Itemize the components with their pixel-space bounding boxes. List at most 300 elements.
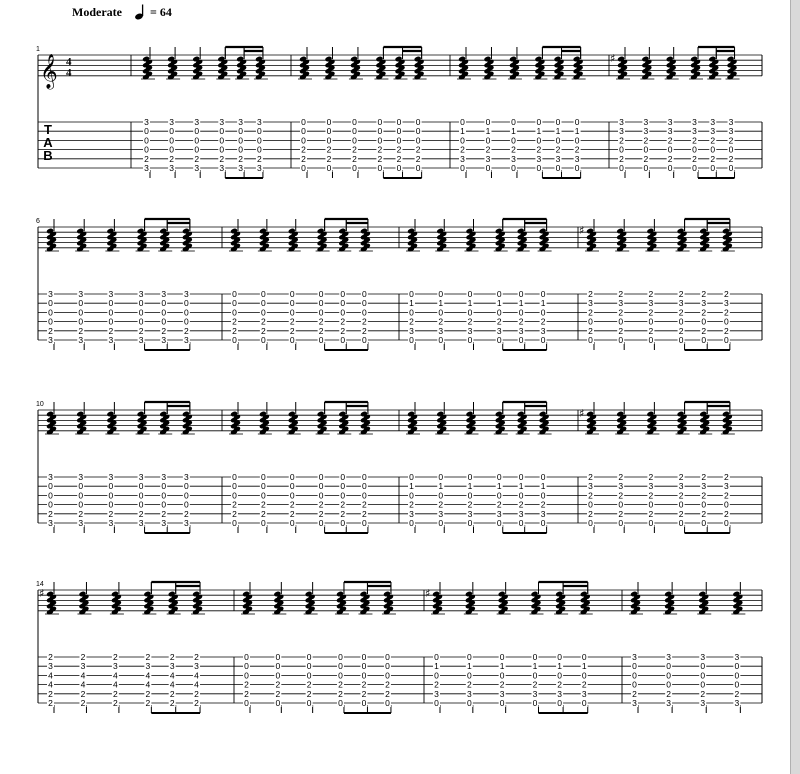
tab-number: 2 <box>144 153 149 164</box>
tab-number: 0 <box>244 698 249 708</box>
tab-number: 2 <box>80 688 86 699</box>
chord <box>254 47 268 178</box>
tab-number: 2 <box>701 325 707 336</box>
tab-number: 0 <box>232 307 237 318</box>
tab-number: 0 <box>415 126 421 137</box>
tab-number: 2 <box>632 688 637 699</box>
tab-number: 0 <box>678 335 684 345</box>
tab-number: 0 <box>700 670 706 681</box>
tab-number: 4 <box>194 679 199 690</box>
tab-number: 2 <box>415 144 421 155</box>
tab-number: 3 <box>467 325 473 336</box>
tab-number: 2 <box>678 289 684 299</box>
tab-number: 0 <box>144 135 149 146</box>
tab-number: 0 <box>438 518 444 528</box>
tab-number: 0 <box>701 499 707 510</box>
tab-number: 0 <box>536 117 542 127</box>
tab-number: 0 <box>361 698 367 708</box>
tab-number: 2 <box>138 508 144 519</box>
tab-number: 3 <box>540 508 546 519</box>
tab-number: 1 <box>466 661 472 672</box>
tab-number: 0 <box>385 698 390 708</box>
tab-number: 0 <box>467 490 473 501</box>
tab-number: 2 <box>48 508 53 519</box>
tab-number: 0 <box>301 117 306 127</box>
chord <box>464 582 478 713</box>
tab-number: 0 <box>361 661 367 672</box>
tab-number: 1 <box>557 661 562 672</box>
tab-number: 0 <box>306 652 312 662</box>
tab-number: 0 <box>540 490 546 501</box>
tab-number: 1 <box>434 661 439 672</box>
tab-number: 3 <box>701 481 707 492</box>
tab-number: 0 <box>466 652 472 662</box>
tab-number: 4 <box>169 679 175 690</box>
chord <box>435 402 449 533</box>
tab-number: 2 <box>169 688 175 699</box>
tab-number: 0 <box>648 335 654 345</box>
tab-number: 2 <box>261 325 266 336</box>
tab-number: 0 <box>540 518 546 528</box>
tab-number: 0 <box>385 652 390 662</box>
tab-number: 0 <box>362 481 367 492</box>
tab-number: 0 <box>648 316 654 327</box>
tab-number: 3 <box>257 117 262 127</box>
tab-number: 2 <box>261 316 266 327</box>
tab-number: 0 <box>183 307 189 318</box>
tab-number: 0 <box>340 490 346 501</box>
chord <box>676 402 690 533</box>
tab-number: 2 <box>377 144 383 155</box>
tab-number: 0 <box>261 481 266 492</box>
tab-number: 0 <box>194 144 200 155</box>
tab-number: 3 <box>138 289 144 299</box>
tab-number: 1 <box>518 481 524 492</box>
tab-number: 1 <box>518 298 524 309</box>
tab-number: 0 <box>540 472 546 482</box>
tab-number: 0 <box>244 661 249 672</box>
tab-number: 0 <box>555 135 561 146</box>
tab-number: 3 <box>409 508 414 519</box>
chord <box>721 402 735 533</box>
tab-number: 3 <box>499 688 505 699</box>
tab-number: 0 <box>138 490 144 501</box>
chord <box>698 219 712 350</box>
chord <box>406 219 420 350</box>
tab-number: 3 <box>169 661 175 672</box>
chord <box>663 582 677 713</box>
sharp-icon: ♯ <box>579 407 585 420</box>
tab-number: 3 <box>619 117 624 127</box>
tab-number: 0 <box>161 481 167 492</box>
chord <box>645 219 659 350</box>
tab-number: 2 <box>678 508 684 519</box>
chord <box>516 219 530 350</box>
tab-number: 1 <box>511 126 516 137</box>
tab-number: 0 <box>618 499 624 510</box>
tab-number: 0 <box>183 298 189 309</box>
tab-number: 2 <box>261 508 266 519</box>
chord <box>579 219 599 350</box>
tab-number: 0 <box>275 698 281 708</box>
tab-number: 3 <box>238 163 243 173</box>
tab-number: 3 <box>701 298 707 309</box>
tab-number: 0 <box>588 316 593 327</box>
tab-number: 0 <box>619 163 624 173</box>
tab-number: 0 <box>48 298 53 309</box>
chord <box>721 219 735 350</box>
tab-number: 0 <box>289 472 295 482</box>
tab-number: 2 <box>678 472 684 482</box>
tab-number: 0 <box>723 335 729 345</box>
tab-number: 3 <box>540 325 546 336</box>
tab-number: 0 <box>574 135 580 146</box>
tab-number: 0 <box>362 307 367 318</box>
tab-number: 2 <box>496 499 502 510</box>
tab-number: 0 <box>78 499 84 510</box>
tab-number: 2 <box>678 307 684 318</box>
chord <box>707 47 721 178</box>
tab-number: 0 <box>377 126 383 137</box>
tab-number: 3 <box>108 472 114 482</box>
tab-number: 3 <box>138 472 144 482</box>
chord <box>579 582 593 713</box>
tab-number: 2 <box>377 153 383 164</box>
chord <box>697 582 711 713</box>
tab-number: 0 <box>326 163 332 173</box>
chord <box>77 582 91 713</box>
chord <box>316 219 330 350</box>
tab-number: 3 <box>438 325 444 336</box>
tab-number: 2 <box>467 316 473 327</box>
tab-number: 0 <box>289 335 295 345</box>
chord <box>304 582 318 713</box>
tab-number: 0 <box>496 307 502 318</box>
tab-number: 2 <box>108 508 114 519</box>
tab-number: 2 <box>710 135 716 146</box>
tab-number: 0 <box>618 518 624 528</box>
tab-number: 0 <box>540 289 546 299</box>
chord <box>572 47 586 178</box>
tab-number: 0 <box>261 518 266 528</box>
tab-number: 3 <box>667 126 673 137</box>
tab-number: 0 <box>318 481 324 492</box>
tab-number: 0 <box>48 490 53 501</box>
tab-number: 0 <box>244 670 249 681</box>
tab-number: 2 <box>438 316 444 327</box>
tab-number: 3 <box>48 335 53 345</box>
tab-number: 2 <box>385 688 390 699</box>
tab-number: 2 <box>409 499 414 510</box>
measure <box>578 402 735 533</box>
tab-number: 3 <box>138 518 144 528</box>
chord <box>374 47 388 178</box>
tab-number: 2 <box>340 316 346 327</box>
tab-number: 4 <box>48 679 53 690</box>
tab-number: 0 <box>438 335 444 345</box>
tab-number: 2 <box>396 153 402 164</box>
tab-number: 3 <box>581 688 587 699</box>
measure <box>399 219 552 350</box>
tab-number: 0 <box>261 472 266 482</box>
tab-number: 2 <box>113 652 118 662</box>
tab-number: 0 <box>352 135 357 146</box>
tab-number: 2 <box>275 688 281 699</box>
tab-number: 2 <box>326 153 332 164</box>
chord <box>394 47 408 178</box>
tab-number: 0 <box>518 307 524 318</box>
chord <box>533 47 547 178</box>
tab-number: 0 <box>619 144 624 155</box>
tab-number: 3 <box>113 661 118 672</box>
tab-number: 2 <box>362 508 367 519</box>
tab-number: 3 <box>161 518 167 528</box>
tab-number: 3 <box>518 325 524 336</box>
tab-number: 3 <box>632 698 637 708</box>
tab-number: 0 <box>144 126 149 137</box>
tab-number: 0 <box>666 661 671 672</box>
tab-number: 2 <box>340 508 346 519</box>
tab-number: 0 <box>588 499 593 510</box>
chord <box>158 219 172 350</box>
tab-number: 0 <box>438 289 444 299</box>
tab-number: 3 <box>144 117 149 127</box>
tab-label: A <box>43 135 53 150</box>
tab-number: 0 <box>377 117 383 127</box>
tab-number: 0 <box>666 679 671 690</box>
tab-number: 2 <box>48 698 53 708</box>
tab-number: 0 <box>338 698 343 708</box>
tab-number: 0 <box>138 481 144 492</box>
tab-number: 0 <box>318 289 324 299</box>
tab-number: 2 <box>232 508 237 519</box>
tab-number: 0 <box>467 307 473 318</box>
tab-number: 3 <box>678 481 684 492</box>
tab-number: 1 <box>555 126 561 137</box>
chord <box>538 402 552 533</box>
tab-number: 0 <box>434 670 439 681</box>
tab-number: 0 <box>289 481 295 492</box>
tab-number: 0 <box>396 135 402 146</box>
tab-number: 1 <box>485 126 491 137</box>
tab-number: 0 <box>169 126 174 137</box>
tab-number: 0 <box>289 518 295 528</box>
tab-number: 0 <box>306 661 312 672</box>
tab-number: 0 <box>261 307 266 318</box>
measure <box>622 582 745 713</box>
chord <box>406 402 420 533</box>
chord <box>110 582 124 713</box>
chord <box>241 582 255 713</box>
tab-number: 0 <box>275 670 281 681</box>
chord <box>665 47 679 178</box>
tab-number: 3 <box>588 481 593 492</box>
chord <box>45 402 59 533</box>
tab-number: 0 <box>710 144 716 155</box>
tab-number: 3 <box>78 472 84 482</box>
tab-number: 0 <box>409 490 414 501</box>
tab-number: 2 <box>301 144 306 155</box>
tab-number: 0 <box>108 499 114 510</box>
tab-number: 3 <box>48 472 53 482</box>
chord <box>181 219 195 350</box>
tab-number: 2 <box>710 153 716 164</box>
tab-number: 2 <box>557 679 562 690</box>
tab-number: 0 <box>144 144 149 155</box>
tab-number: 3 <box>183 289 189 299</box>
tab-number: 2 <box>194 652 199 662</box>
tab-number: 3 <box>667 117 673 127</box>
tab-number: 2 <box>289 325 295 336</box>
tab-number: 2 <box>361 679 367 690</box>
tab-number: 0 <box>219 135 225 146</box>
tab-number: 2 <box>619 135 624 146</box>
tab-number: 0 <box>701 518 707 528</box>
tab-number: 0 <box>301 126 306 137</box>
chord <box>229 402 243 533</box>
tab-number: 0 <box>734 670 740 681</box>
measure <box>222 219 373 350</box>
tab-number: 0 <box>138 298 144 309</box>
sharp-icon: ♯ <box>39 587 45 600</box>
tab-number: 3 <box>161 289 167 299</box>
chord <box>136 402 150 533</box>
chord <box>482 47 496 178</box>
tab-number: 0 <box>232 518 237 528</box>
tab-number: 3 <box>734 698 740 708</box>
tab-number: 2 <box>532 679 538 690</box>
tab-number: 1 <box>540 481 546 492</box>
chord <box>464 219 478 350</box>
chord <box>615 219 629 350</box>
tab-number: 0 <box>48 307 53 318</box>
tab-number: 0 <box>692 144 697 155</box>
tab-number: 3 <box>183 472 189 482</box>
tab-number: 3 <box>574 153 580 164</box>
sharp-icon: ♯ <box>610 52 616 65</box>
tab-number: 0 <box>467 472 473 482</box>
tab-number: 0 <box>728 163 734 173</box>
tab-number: 3 <box>618 481 624 492</box>
tab-number: 3 <box>678 298 684 309</box>
tab-number: 2 <box>244 688 249 699</box>
tab-number: 2 <box>581 679 587 690</box>
measure <box>222 402 373 533</box>
tab-number: 0 <box>340 307 346 318</box>
tab-number: 0 <box>306 670 312 681</box>
tab-number: 2 <box>48 652 53 662</box>
tab-number: 2 <box>301 153 306 164</box>
tab-number: 0 <box>723 499 729 510</box>
tab-number: 0 <box>340 289 346 299</box>
tab-number: 3 <box>438 508 444 519</box>
tab-number: 0 <box>169 144 174 155</box>
tab-number: 0 <box>275 652 281 662</box>
tab-number: 0 <box>723 518 729 528</box>
tab-number: 0 <box>532 698 538 708</box>
tab-number: 2 <box>618 307 624 318</box>
tab-number: 0 <box>574 163 580 173</box>
tab-number: 4 <box>145 670 151 681</box>
chord <box>258 402 272 533</box>
tab-number: 4 <box>194 670 199 681</box>
tab-number: 0 <box>581 698 587 708</box>
tab-number: 0 <box>396 117 402 127</box>
tab-number: 0 <box>275 661 281 672</box>
tab-number: 2 <box>145 698 151 708</box>
tab-number: 0 <box>692 163 697 173</box>
tab-number: 2 <box>80 652 86 662</box>
tab-number: 0 <box>340 298 346 309</box>
tab-number: 0 <box>667 163 673 173</box>
tab-number: 3 <box>532 688 538 699</box>
tab-number: 1 <box>540 298 546 309</box>
tab-number: 2 <box>78 325 84 336</box>
measure-number: 1 <box>36 46 40 53</box>
chord <box>553 47 567 178</box>
chord <box>158 402 172 533</box>
tab-number: 0 <box>588 518 593 528</box>
tab-number: 0 <box>536 163 542 173</box>
chord <box>435 219 449 350</box>
tab-number: 2 <box>540 499 546 510</box>
tab-number: 0 <box>183 316 189 327</box>
tab-number: 0 <box>261 490 266 501</box>
tab-number: 0 <box>161 307 167 318</box>
measure <box>45 402 195 533</box>
system-4 <box>36 581 762 713</box>
tab-number: 0 <box>318 307 324 318</box>
chord <box>335 582 349 713</box>
tab-number: 2 <box>518 499 524 510</box>
tab-number: 1 <box>438 481 444 492</box>
tab-number: 0 <box>518 289 524 299</box>
chord <box>298 47 312 178</box>
tab-number: 0 <box>467 289 473 299</box>
tab-number: 3 <box>619 126 624 137</box>
tab-number: 0 <box>169 135 174 146</box>
tab-number: 2 <box>409 316 414 327</box>
tab-number: 0 <box>238 126 243 137</box>
tab-number: 2 <box>194 688 199 699</box>
tab-number: 0 <box>734 661 740 672</box>
tab-number: 3 <box>496 508 502 519</box>
measure-number: 10 <box>36 401 44 408</box>
tab-number: 1 <box>438 298 444 309</box>
tab-number: 0 <box>161 316 167 327</box>
tab-number: 3 <box>496 325 502 336</box>
tab-number: 0 <box>496 289 502 299</box>
tab-number: 1 <box>496 481 502 492</box>
tab-number: 2 <box>194 698 199 708</box>
tab-number: 3 <box>692 126 697 137</box>
tab-number: 2 <box>396 144 402 155</box>
tab-number: 2 <box>460 144 465 155</box>
tab-number: 0 <box>318 335 324 345</box>
tab-number: 2 <box>238 153 243 164</box>
chord <box>166 47 180 178</box>
tab-number: 0 <box>326 126 332 137</box>
tab-number: 3 <box>511 153 516 164</box>
tab-number: 3 <box>194 661 199 672</box>
time-signature-top: 4 <box>66 56 72 68</box>
tab-number: 3 <box>48 661 53 672</box>
tab-number: 0 <box>467 518 473 528</box>
tab-number: 2 <box>194 153 200 164</box>
tab-number: 0 <box>409 335 414 345</box>
tab-number: 2 <box>438 499 444 510</box>
measure-number: 14 <box>36 581 44 588</box>
